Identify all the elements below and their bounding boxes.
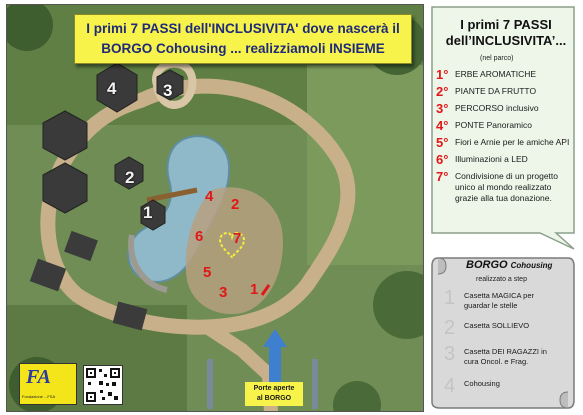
- step-label-5: 5: [203, 264, 212, 281]
- borgo-step-text: Casetta SOLLIEVO: [464, 321, 530, 330]
- building-label-1: 1: [143, 203, 153, 222]
- step-number: 2°: [436, 84, 449, 99]
- borgo-step-text: Casetta DEI RAGAZZI in cura Oncol. e Frag.: [464, 347, 547, 366]
- step-item: [436, 101, 574, 116]
- borgo-subtitle: realizzato a step: [476, 276, 527, 283]
- step-label-7: 7: [233, 230, 242, 247]
- borgo-step-number: 3: [444, 343, 456, 365]
- step-number: 5°: [436, 135, 449, 150]
- step-label-4: 4: [205, 188, 214, 205]
- step-label-2: 2: [231, 196, 240, 213]
- step-number: 7°: [436, 169, 449, 184]
- step-item: [436, 169, 574, 204]
- step-item: [436, 152, 574, 167]
- step-number: 1°: [436, 67, 449, 82]
- borgo-callout: [428, 252, 578, 410]
- step-number: 4°: [436, 118, 449, 133]
- entrance-label-line-1: Porte aperte: [253, 385, 295, 392]
- logo-subtext: Fondazione ...FSA: [22, 394, 56, 399]
- step-text: Illuminazioni a LED: [455, 154, 528, 164]
- borgo-step-text: Cohousing: [464, 379, 500, 388]
- qr-code-icon[interactable]: [83, 365, 123, 405]
- aerial-terrain: [7, 5, 424, 412]
- steps-title-line-1: I primi 7 PASSI: [460, 17, 552, 32]
- logo-text: FA: [26, 366, 51, 388]
- step-item: [436, 84, 574, 99]
- building-label-2: 2: [125, 168, 135, 187]
- borgo-step: [444, 344, 560, 367]
- borgo-step: [444, 288, 560, 311]
- entrance-label-line-2: al BORGO: [256, 395, 292, 402]
- steps-subtitle: (nel parco): [480, 55, 514, 62]
- step-label-1: 1: [250, 281, 259, 298]
- step-item: [436, 135, 574, 150]
- step-text: Fiori e Arnie per le amiche API: [455, 137, 570, 147]
- borgo-step-number: 1: [444, 287, 456, 309]
- building-label-4: 4: [107, 79, 117, 98]
- step-text: Condivisione di un progetto unico al mondo realizzato grazie alla tua donazione.: [455, 171, 559, 203]
- step-text: PERCORSO inclusivo: [455, 103, 539, 113]
- step-number: 3°: [436, 101, 449, 116]
- title-banner: [74, 14, 412, 64]
- step-text: ERBE AROMATICHE: [455, 69, 537, 79]
- step-label-6: 6: [195, 228, 204, 245]
- foundation-logo: [19, 363, 77, 405]
- step-item: [436, 67, 574, 82]
- step-text: PIANTE DA FRUTTO: [455, 86, 537, 96]
- step-number: 6°: [436, 152, 449, 167]
- borgo-title-suffix: Cohousing: [510, 261, 553, 270]
- borgo-step-number: 4: [444, 375, 456, 397]
- borgo-step: [444, 376, 560, 396]
- banner-line-2: BORGO Cohousing ... realizziamoli INSIEME: [101, 41, 385, 56]
- steps-title-line-2: dell’INCLUSIVITA’...: [445, 33, 567, 48]
- steps-title: [442, 17, 570, 49]
- borgo-step-number: 2: [444, 317, 456, 339]
- borgo-title-main: BORGO: [466, 259, 508, 271]
- building-label-3: 3: [163, 81, 173, 100]
- borgo-step-text: Casetta MAGICA per guardar le stelle: [464, 291, 535, 310]
- steps-list: [436, 67, 574, 206]
- steps-callout: [428, 5, 578, 251]
- step-label-3: 3: [219, 284, 228, 301]
- entrance-label: [245, 382, 303, 406]
- borgo-step: [444, 318, 560, 338]
- step-item: [436, 118, 574, 133]
- step-text: PONTE Panoramico: [455, 120, 532, 130]
- borgo-title: [466, 259, 552, 271]
- park-map: [6, 4, 424, 412]
- banner-line-1: I primi 7 PASSI dell'INCLUSIVITA' dove nascerà il: [86, 21, 400, 36]
